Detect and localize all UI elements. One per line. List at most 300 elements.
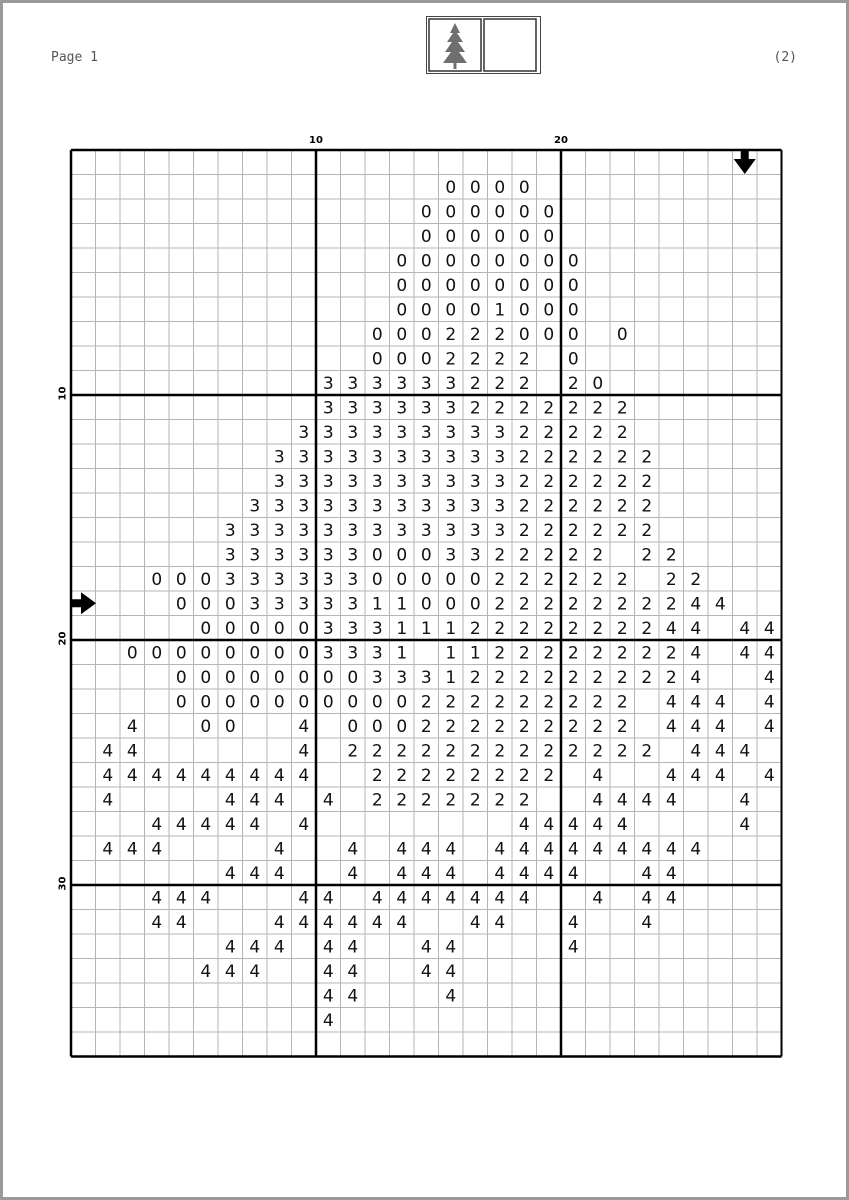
stitch-symbol-3: 3: [420, 447, 432, 468]
stitch-symbol-0: 0: [445, 226, 457, 247]
stitch-symbol-1: 1: [445, 643, 457, 664]
stitch-symbol-4: 4: [445, 937, 457, 958]
stitch-symbol-4: 4: [298, 741, 310, 762]
stitch-symbol-0: 0: [543, 275, 555, 296]
stitch-symbol-4: 4: [592, 790, 604, 811]
stitch-symbol-2: 2: [592, 545, 604, 566]
stitch-symbol-2: 2: [469, 373, 481, 394]
stitch-symbol-3: 3: [322, 373, 334, 394]
stitch-symbol-1: 1: [396, 594, 408, 615]
stitch-symbol-0: 0: [543, 300, 555, 321]
stitch-symbol-2: 2: [518, 790, 530, 811]
stitch-symbol-2: 2: [543, 447, 555, 468]
stitch-symbol-4: 4: [126, 741, 138, 762]
stitch-symbol-2: 2: [469, 790, 481, 811]
stitch-symbol-4: 4: [249, 814, 261, 835]
stitch-symbol-2: 2: [518, 349, 530, 370]
stitch-symbol-4: 4: [518, 839, 530, 860]
stitch-symbol-3: 3: [420, 471, 432, 492]
stitch-symbol-2: 2: [641, 667, 653, 688]
stitch-symbol-0: 0: [126, 643, 138, 664]
stitch-symbol-2: 2: [543, 741, 555, 762]
stitch-symbol-4: 4: [763, 716, 775, 737]
stitch-symbol-0: 0: [371, 349, 383, 370]
stitch-symbol-3: 3: [322, 422, 334, 443]
stitch-symbol-0: 0: [445, 569, 457, 590]
stitch-symbol-3: 3: [494, 496, 506, 517]
stitch-symbol-3: 3: [371, 496, 383, 517]
stitch-symbol-2: 2: [592, 471, 604, 492]
row-number-20: 20: [57, 631, 69, 646]
stitch-symbol-3: 3: [347, 471, 359, 492]
stitch-symbol-2: 2: [518, 594, 530, 615]
stitch-symbol-2: 2: [494, 790, 506, 811]
stitch-symbol-2: 2: [592, 496, 604, 517]
stitch-symbol-2: 2: [616, 741, 628, 762]
stitch-symbol-4: 4: [224, 790, 236, 811]
stitch-symbol-0: 0: [420, 275, 432, 296]
stitch-symbol-0: 0: [469, 594, 481, 615]
stitch-symbol-4: 4: [690, 594, 702, 615]
stitch-symbol-0: 0: [494, 275, 506, 296]
stitch-symbol-0: 0: [494, 177, 506, 198]
stitch-symbol-2: 2: [469, 398, 481, 419]
stitch-symbol-2: 2: [518, 618, 530, 639]
stitch-symbol-3: 3: [224, 569, 236, 590]
stitch-symbol-4: 4: [739, 790, 751, 811]
stitch-symbol-3: 3: [396, 520, 408, 541]
stitch-symbol-0: 0: [469, 251, 481, 272]
stitch-symbol-2: 2: [494, 594, 506, 615]
stitch-symbol-0: 0: [200, 643, 212, 664]
stitch-symbol-3: 3: [322, 569, 334, 590]
stitch-symbol-4: 4: [494, 839, 506, 860]
stitch-symbol-2: 2: [641, 447, 653, 468]
stitch-symbol-0: 0: [420, 251, 432, 272]
stitch-symbol-0: 0: [518, 202, 530, 223]
stitch-symbol-3: 3: [396, 422, 408, 443]
stitch-symbol-2: 2: [469, 667, 481, 688]
stitch-symbol-2: 2: [641, 496, 653, 517]
stitch-symbol-0: 0: [567, 349, 579, 370]
stitch-symbol-0: 0: [567, 300, 579, 321]
stitch-symbol-4: 4: [371, 912, 383, 933]
stitch-symbol-0: 0: [420, 300, 432, 321]
stitch-symbol-0: 0: [616, 324, 628, 345]
stitch-symbol-4: 4: [763, 692, 775, 713]
stitch-symbol-0: 0: [200, 594, 212, 615]
stitch-symbol-3: 3: [445, 545, 457, 566]
stitch-symbol-4: 4: [592, 765, 604, 786]
stitch-symbol-2: 2: [494, 569, 506, 590]
stitch-symbol-2: 2: [641, 594, 653, 615]
stitch-symbol-2: 2: [469, 741, 481, 762]
stitch-symbol-4: 4: [175, 888, 187, 909]
stitch-symbol-2: 2: [543, 569, 555, 590]
stitch-symbol-2: 2: [567, 594, 579, 615]
stitch-symbol-0: 0: [200, 692, 212, 713]
stitch-symbol-4: 4: [347, 912, 359, 933]
stitch-symbol-1: 1: [420, 618, 432, 639]
stitch-symbol-4: 4: [665, 692, 677, 713]
stitch-symbol-2: 2: [592, 667, 604, 688]
stitch-symbol-0: 0: [200, 667, 212, 688]
stitch-symbol-2: 2: [616, 520, 628, 541]
stitch-symbol-0: 0: [518, 226, 530, 247]
stitch-symbol-3: 3: [322, 618, 334, 639]
stitch-symbol-4: 4: [298, 888, 310, 909]
stitch-symbol-3: 3: [298, 520, 310, 541]
stitch-symbol-2: 2: [494, 741, 506, 762]
stitch-symbol-4: 4: [151, 839, 163, 860]
stitch-symbol-2: 2: [494, 545, 506, 566]
stitch-symbol-2: 2: [518, 422, 530, 443]
stitch-symbol-2: 2: [567, 373, 579, 394]
stitch-symbol-3: 3: [298, 447, 310, 468]
stitch-symbol-2: 2: [518, 741, 530, 762]
stitch-symbol-2: 2: [567, 667, 579, 688]
stitch-symbol-4: 4: [567, 863, 579, 884]
stitch-symbol-0: 0: [298, 618, 310, 639]
page-label: Page 1: [51, 50, 98, 65]
stitch-symbol-4: 4: [763, 643, 775, 664]
stitch-symbol-0: 0: [175, 643, 187, 664]
stitch-symbol-2: 2: [494, 716, 506, 737]
stitch-symbol-3: 3: [494, 422, 506, 443]
stitch-symbol-2: 2: [616, 618, 628, 639]
stitch-symbol-0: 0: [371, 569, 383, 590]
stitch-symbol-2: 2: [641, 618, 653, 639]
page-count: (2): [773, 50, 797, 65]
stitch-symbol-3: 3: [224, 545, 236, 566]
stitch-symbol-2: 2: [518, 716, 530, 737]
stitch-symbol-4: 4: [102, 765, 114, 786]
stitch-symbol-4: 4: [739, 814, 751, 835]
stitch-symbol-3: 3: [371, 373, 383, 394]
stitch-symbol-4: 4: [347, 986, 359, 1007]
stitch-symbol-3: 3: [371, 398, 383, 419]
stitch-symbol-0: 0: [273, 692, 285, 713]
stitch-symbol-3: 3: [347, 447, 359, 468]
stitch-symbol-0: 0: [518, 300, 530, 321]
stitch-symbol-0: 0: [298, 667, 310, 688]
stitch-symbol-2: 2: [518, 692, 530, 713]
stitch-symbol-4: 4: [665, 888, 677, 909]
stitch-symbol-2: 2: [641, 520, 653, 541]
stitch-symbol-4: 4: [690, 839, 702, 860]
stitch-symbol-3: 3: [322, 471, 334, 492]
stitch-symbol-4: 4: [347, 839, 359, 860]
stitch-symbol-2: 2: [641, 643, 653, 664]
stitch-symbol-2: 2: [543, 520, 555, 541]
stitch-symbol-4: 4: [714, 765, 726, 786]
stitch-symbol-2: 2: [518, 373, 530, 394]
stitch-symbol-2: 2: [518, 765, 530, 786]
stitch-symbol-0: 0: [396, 349, 408, 370]
stitch-symbol-0: 0: [518, 324, 530, 345]
stitch-symbol-2: 2: [445, 692, 457, 713]
stitch-symbol-1: 1: [396, 643, 408, 664]
stitch-symbol-4: 4: [249, 790, 261, 811]
stitch-symbol-4: 4: [273, 912, 285, 933]
stitch-symbol-4: 4: [249, 937, 261, 958]
stitch-symbol-3: 3: [420, 373, 432, 394]
stitch-symbol-3: 3: [298, 422, 310, 443]
stitch-symbol-0: 0: [518, 251, 530, 272]
stitch-symbol-4: 4: [739, 741, 751, 762]
stitch-symbol-0: 0: [543, 324, 555, 345]
stitch-symbol-3: 3: [420, 496, 432, 517]
stitch-symbol-0: 0: [249, 618, 261, 639]
stitch-symbol-4: 4: [543, 863, 555, 884]
stitch-symbol-3: 3: [347, 545, 359, 566]
stitch-symbol-0: 0: [445, 202, 457, 223]
stitch-symbol-4: 4: [567, 937, 579, 958]
stitch-symbol-0: 0: [445, 594, 457, 615]
stitch-symbol-3: 3: [396, 373, 408, 394]
stitch-symbol-4: 4: [567, 912, 579, 933]
stitch-symbol-2: 2: [616, 643, 628, 664]
stitch-symbol-4: 4: [249, 863, 261, 884]
stitch-symbol-2: 2: [543, 398, 555, 419]
row-number-30: 30: [57, 876, 69, 891]
stitch-symbol-3: 3: [371, 618, 383, 639]
stitch-symbol-2: 2: [567, 569, 579, 590]
stitch-symbol-3: 3: [347, 373, 359, 394]
stitch-symbol-3: 3: [445, 520, 457, 541]
stitch-symbol-2: 2: [592, 447, 604, 468]
stitch-symbol-2: 2: [641, 471, 653, 492]
stitch-symbol-2: 2: [420, 716, 432, 737]
stitch-symbol-3: 3: [445, 422, 457, 443]
stitch-symbol-0: 0: [396, 569, 408, 590]
stitch-symbol-3: 3: [371, 520, 383, 541]
stitch-symbol-1: 1: [371, 594, 383, 615]
stitch-symbol-2: 2: [665, 545, 677, 566]
stitch-symbol-2: 2: [518, 447, 530, 468]
stitch-symbol-0: 0: [469, 569, 481, 590]
stitch-symbol-4: 4: [763, 618, 775, 639]
stitch-symbol-4: 4: [396, 888, 408, 909]
stitch-symbol-4: 4: [151, 912, 163, 933]
stitch-symbol-4: 4: [298, 716, 310, 737]
stitch-symbol-4: 4: [641, 863, 653, 884]
stitch-symbol-4: 4: [690, 741, 702, 762]
stitch-symbol-3: 3: [273, 594, 285, 615]
stitch-symbol-3: 3: [347, 520, 359, 541]
stitch-symbol-2: 2: [420, 741, 432, 762]
stitch-symbol-0: 0: [592, 373, 604, 394]
stitch-symbol-4: 4: [690, 618, 702, 639]
stitch-symbol-3: 3: [420, 398, 432, 419]
stitch-symbol-4: 4: [322, 986, 334, 1007]
stitch-symbol-2: 2: [616, 496, 628, 517]
stitch-symbol-2: 2: [518, 643, 530, 664]
column-number-10: 10: [309, 135, 323, 146]
stitch-symbol-4: 4: [273, 765, 285, 786]
stitch-symbol-1: 1: [445, 667, 457, 688]
stitch-symbol-2: 2: [567, 741, 579, 762]
stitch-symbol-4: 4: [126, 765, 138, 786]
stitch-symbol-4: 4: [175, 765, 187, 786]
stitch-symbol-2: 2: [347, 741, 359, 762]
stitch-symbol-4: 4: [690, 716, 702, 737]
stitch-symbol-3: 3: [322, 643, 334, 664]
stitch-symbol-0: 0: [224, 643, 236, 664]
stitch-symbol-2: 2: [543, 422, 555, 443]
stitch-symbol-2: 2: [665, 667, 677, 688]
stitch-symbol-3: 3: [298, 594, 310, 615]
stitch-symbol-4: 4: [102, 839, 114, 860]
stitch-symbol-3: 3: [494, 520, 506, 541]
stitch-symbol-4: 4: [200, 814, 212, 835]
stitch-symbol-0: 0: [200, 618, 212, 639]
stitch-symbol-0: 0: [200, 569, 212, 590]
stitch-symbol-4: 4: [739, 643, 751, 664]
stitch-symbol-2: 2: [445, 716, 457, 737]
stitch-symbol-4: 4: [445, 888, 457, 909]
stitch-symbol-4: 4: [151, 888, 163, 909]
stitch-symbol-3: 3: [396, 496, 408, 517]
stitch-symbol-4: 4: [518, 888, 530, 909]
stitch-symbol-0: 0: [469, 226, 481, 247]
stitch-symbol-3: 3: [273, 496, 285, 517]
stitch-symbol-0: 0: [175, 667, 187, 688]
stitch-symbol-0: 0: [175, 692, 187, 713]
stitch-symbol-3: 3: [469, 447, 481, 468]
stitch-symbol-4: 4: [151, 814, 163, 835]
stitch-symbol-0: 0: [567, 275, 579, 296]
stitch-symbol-3: 3: [347, 496, 359, 517]
stitch-symbol-4: 4: [102, 741, 114, 762]
stitch-symbol-2: 2: [616, 716, 628, 737]
stitch-symbol-3: 3: [420, 520, 432, 541]
stitch-symbol-2: 2: [641, 741, 653, 762]
stitch-symbol-3: 3: [298, 471, 310, 492]
stitch-symbol-3: 3: [322, 496, 334, 517]
stitch-symbol-2: 2: [494, 324, 506, 345]
stitch-symbol-3: 3: [273, 520, 285, 541]
stitch-symbol-3: 3: [371, 447, 383, 468]
stitch-symbol-4: 4: [690, 692, 702, 713]
stitch-symbol-3: 3: [347, 422, 359, 443]
stitch-symbol-3: 3: [273, 471, 285, 492]
stitch-symbol-2: 2: [616, 447, 628, 468]
stitch-symbol-3: 3: [396, 471, 408, 492]
stitch-symbol-4: 4: [494, 863, 506, 884]
stitch-symbol-0: 0: [396, 300, 408, 321]
stitch-symbol-4: 4: [714, 716, 726, 737]
stitch-symbol-2: 2: [592, 569, 604, 590]
stitch-symbol-2: 2: [567, 716, 579, 737]
stitch-symbol-2: 2: [543, 643, 555, 664]
stitch-symbol-4: 4: [543, 814, 555, 835]
stitch-symbol-2: 2: [420, 790, 432, 811]
stitch-symbol-3: 3: [249, 569, 261, 590]
stitch-symbol-2: 2: [518, 520, 530, 541]
stitch-symbol-2: 2: [518, 398, 530, 419]
stitch-symbol-4: 4: [151, 765, 163, 786]
stitch-symbol-4: 4: [102, 790, 114, 811]
stitch-symbol-2: 2: [494, 692, 506, 713]
stitch-symbol-4: 4: [592, 814, 604, 835]
stitch-symbol-3: 3: [371, 422, 383, 443]
stitch-symbol-2: 2: [567, 692, 579, 713]
stitch-symbol-4: 4: [494, 888, 506, 909]
stitch-symbol-4: 4: [273, 937, 285, 958]
stitch-symbol-4: 4: [641, 839, 653, 860]
column-number-20: 20: [554, 135, 568, 146]
stitch-symbol-4: 4: [347, 961, 359, 982]
stitch-symbol-0: 0: [445, 300, 457, 321]
stitch-symbol-2: 2: [592, 422, 604, 443]
stitch-symbol-2: 2: [518, 471, 530, 492]
stitch-symbol-4: 4: [567, 814, 579, 835]
stitch-symbol-2: 2: [445, 790, 457, 811]
stitch-symbol-0: 0: [494, 202, 506, 223]
stitch-symbol-3: 3: [494, 447, 506, 468]
stitch-symbol-0: 0: [396, 251, 408, 272]
stitch-symbol-3: 3: [347, 618, 359, 639]
stitch-symbol-3: 3: [445, 447, 457, 468]
stitch-symbol-2: 2: [494, 349, 506, 370]
stitch-symbol-2: 2: [567, 398, 579, 419]
stitch-symbol-0: 0: [396, 275, 408, 296]
stitch-symbol-0: 0: [347, 692, 359, 713]
stitch-symbol-2: 2: [518, 496, 530, 517]
stitch-symbol-4: 4: [396, 839, 408, 860]
stitch-symbol-4: 4: [690, 667, 702, 688]
stitch-symbol-0: 0: [420, 226, 432, 247]
stitch-symbol-2: 2: [543, 667, 555, 688]
stitch-symbol-4: 4: [445, 863, 457, 884]
stitch-symbol-0: 0: [469, 300, 481, 321]
stitch-symbol-4: 4: [665, 790, 677, 811]
stitch-symbol-0: 0: [396, 716, 408, 737]
stitch-symbol-4: 4: [445, 839, 457, 860]
stitch-symbol-2: 2: [543, 496, 555, 517]
stitch-symbol-0: 0: [224, 716, 236, 737]
stitch-symbol-4: 4: [298, 765, 310, 786]
stitch-symbol-0: 0: [175, 594, 187, 615]
stitch-symbol-2: 2: [592, 520, 604, 541]
stitch-symbol-3: 3: [420, 422, 432, 443]
stitch-symbol-2: 2: [567, 496, 579, 517]
stitch-symbol-3: 3: [298, 545, 310, 566]
stitch-symbol-0: 0: [298, 692, 310, 713]
stitch-symbol-0: 0: [420, 324, 432, 345]
stitch-symbol-4: 4: [322, 961, 334, 982]
stitch-symbol-0: 0: [445, 251, 457, 272]
stitch-symbol-2: 2: [494, 765, 506, 786]
stitch-symbol-3: 3: [445, 373, 457, 394]
stitch-symbol-3: 3: [371, 471, 383, 492]
stitch-symbol-4: 4: [175, 912, 187, 933]
stitch-symbol-4: 4: [690, 765, 702, 786]
stitch-symbol-4: 4: [347, 937, 359, 958]
stitch-symbol-0: 0: [420, 349, 432, 370]
stitch-symbol-0: 0: [249, 643, 261, 664]
stitch-symbol-0: 0: [396, 692, 408, 713]
stitch-symbol-4: 4: [665, 839, 677, 860]
stitch-symbol-3: 3: [347, 594, 359, 615]
stitch-symbol-4: 4: [298, 912, 310, 933]
stitch-symbol-4: 4: [592, 888, 604, 909]
stitch-symbol-2: 2: [665, 594, 677, 615]
stitch-symbol-3: 3: [322, 520, 334, 541]
stitch-symbol-0: 0: [396, 324, 408, 345]
stitch-symbol-2: 2: [469, 765, 481, 786]
